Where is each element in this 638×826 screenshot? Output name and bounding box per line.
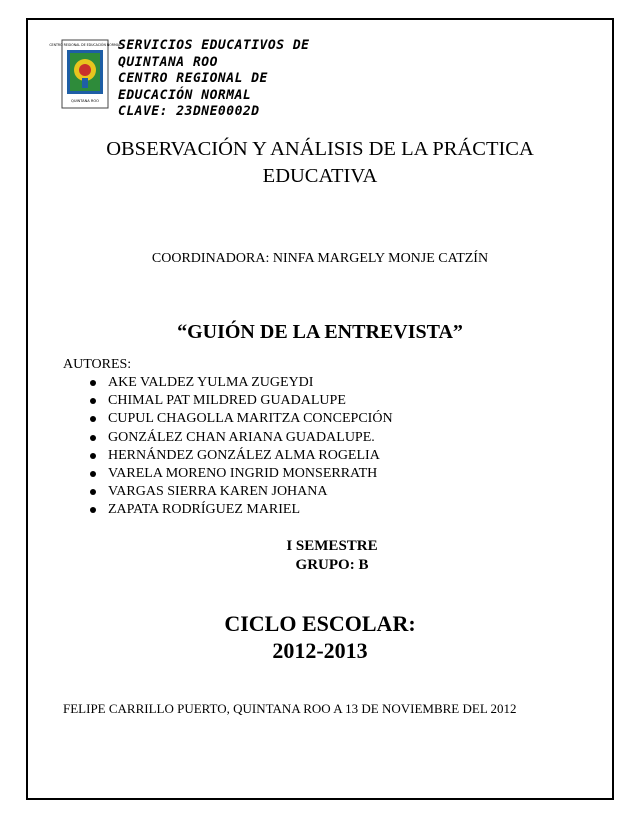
bullet-icon [90, 453, 96, 459]
place-date-footer: FELIPE CARRILLO PUERTO, QUINTANA ROO A 13 DE NOVIEMBRE DEL 2012 [63, 701, 517, 716]
author-name: ZAPATA RODRÍGUEZ MARIEL [108, 502, 301, 518]
list-item [90, 483, 393, 501]
bullet-icon [90, 416, 96, 422]
bullet-icon [90, 489, 96, 495]
institution-logo [49, 40, 121, 108]
list-item [90, 465, 393, 483]
school-year-block [180, 610, 460, 664]
bullet-icon [90, 435, 96, 441]
header-line: QUINTANA ROO [118, 54, 218, 70]
list-item [90, 410, 393, 428]
school-year-value: 2012-2013 [272, 638, 368, 663]
list-item [90, 447, 393, 465]
semester-block [232, 537, 432, 575]
list-item [90, 374, 393, 392]
author-name: VARGAS SIERRA KAREN JOHANA [108, 484, 328, 500]
list-item [90, 501, 393, 519]
header-line: SERVICIOS EDUCATIVOS DE [118, 38, 310, 53]
school-year-label: CICLO ESCOLAR: [224, 611, 416, 636]
author-name: GONZÁLEZ CHAN ARIANA GUADALUPE. [108, 429, 375, 445]
author-name: HERNÁNDEZ GONZÁLEZ ALMA ROGELIA [108, 447, 380, 463]
authors-list [90, 374, 393, 520]
bullet-icon [90, 398, 96, 404]
coordinator-line: COORDINADORA: NINFA MARGELY MONJE CATZÍN [151, 251, 489, 266]
logo-text-bottom: QUINTANA ROO [70, 99, 100, 103]
author-name: CUPUL CHAGOLLA MARITZA CONCEPCIÓN [108, 411, 393, 427]
institution-header [118, 38, 310, 121]
bullet-icon [90, 507, 96, 513]
list-item [90, 429, 393, 447]
header-line: CENTRO REGIONAL DE [118, 71, 268, 86]
logo-text-top: CENTRO REGIONAL DE EDUCACIÓN NORMAL [49, 43, 121, 47]
course-title-line2: EDUCATIVA [262, 165, 378, 187]
document-title: “GUIÓN DE LA ENTREVISTA” [177, 321, 463, 343]
list-item [90, 392, 393, 410]
semester-label: I SEMESTRE [286, 538, 378, 554]
header-line: EDUCACIÓN NORMAL [118, 87, 252, 103]
bullet-icon [90, 471, 96, 477]
course-title-line1: OBSERVACIÓN Y ANÁLISIS DE LA PRÁCTICA [106, 138, 534, 160]
group-label: GRUPO: B [295, 557, 369, 573]
course-title [60, 136, 580, 190]
author-name: CHIMAL PAT MILDRED GUADALUPE [108, 393, 346, 409]
authors-label: AUTORES: [63, 357, 132, 372]
header-line: CLAVE: 23DNE0002D [118, 104, 260, 119]
author-name: VARELA MORENO INGRID MONSERRATH [108, 466, 378, 482]
bullet-icon [90, 380, 96, 386]
author-name: AKE VALDEZ YULMA ZUGEYDI [108, 375, 314, 390]
